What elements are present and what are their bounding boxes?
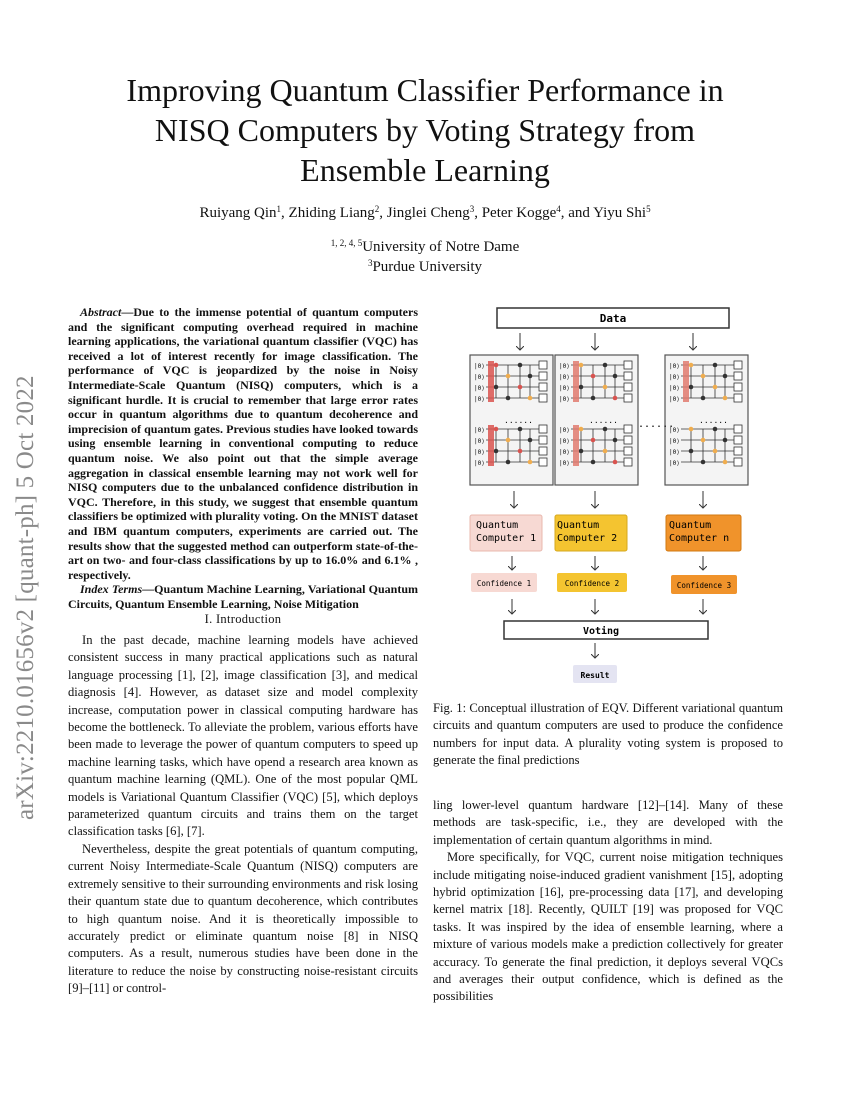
qubit-label: |0⟩ xyxy=(559,449,570,456)
measure-icon xyxy=(624,383,632,391)
target-dot xyxy=(723,374,728,379)
introduction-text xyxy=(68,632,418,998)
control-dot xyxy=(579,427,584,432)
measure-icon xyxy=(734,458,742,466)
qubit-label: |0⟩ xyxy=(474,396,485,403)
arxiv-identifier: arXiv:2210.01656v2 [quant-ph] 5 Oct 2022 xyxy=(12,375,39,820)
confidence-3-label: Confidence 3 xyxy=(676,581,732,590)
right-column-text xyxy=(433,797,783,1006)
voting-label: Voting xyxy=(582,626,620,637)
quantum-computer-2-label: Quantum xyxy=(557,520,600,531)
author: Zhiding Liang$^2$ xyxy=(288,204,380,221)
qubit-label: |0⟩ xyxy=(669,363,680,370)
author: and Yiyu Shi$^5$ xyxy=(568,204,651,221)
target-dot xyxy=(518,363,523,368)
control-dot xyxy=(528,396,533,401)
qubit-label: |0⟩ xyxy=(474,363,485,370)
result-label: Result xyxy=(580,671,610,680)
affiliations xyxy=(90,237,760,277)
measure-icon xyxy=(734,436,742,444)
circuit-ellipsis: ...... xyxy=(699,416,728,425)
measure-icon xyxy=(539,425,547,433)
control-dot xyxy=(603,385,608,390)
target-dot xyxy=(689,449,694,454)
control-dot xyxy=(689,363,694,368)
qubit-label: |0⟩ xyxy=(474,427,485,434)
control-dot xyxy=(603,449,608,454)
control-dot xyxy=(701,374,706,379)
measure-icon xyxy=(734,361,742,369)
affiliation: $^3$Purdue University xyxy=(367,258,483,275)
target-dot xyxy=(579,385,584,390)
measure-icon xyxy=(539,361,547,369)
control-dot xyxy=(701,438,706,443)
control-dot xyxy=(518,385,523,390)
qubit-label: |0⟩ xyxy=(559,363,570,370)
qubit-label: |0⟩ xyxy=(474,385,485,392)
control-dot xyxy=(591,438,596,443)
circuit-ellipsis: ...... xyxy=(589,416,618,425)
target-dot xyxy=(591,460,596,465)
target-dot xyxy=(701,460,706,465)
abstract xyxy=(68,305,418,611)
measure-icon xyxy=(539,383,547,391)
qubit-label: |0⟩ xyxy=(559,374,570,381)
control-dot xyxy=(723,460,728,465)
target-dot xyxy=(701,396,706,401)
target-dot xyxy=(506,396,511,401)
measure-icon xyxy=(624,361,632,369)
qubit-label: |0⟩ xyxy=(474,460,485,467)
target-dot xyxy=(689,385,694,390)
control-dot xyxy=(579,363,584,368)
measure-icon xyxy=(624,425,632,433)
measure-icon xyxy=(734,383,742,391)
target-dot xyxy=(713,363,718,368)
control-dot xyxy=(494,363,499,368)
target-dot xyxy=(603,363,608,368)
measure-icon xyxy=(539,447,547,455)
qubit-label: |0⟩ xyxy=(559,438,570,445)
target-dot xyxy=(518,427,523,432)
quantum-computer-n-label: Computer n xyxy=(669,533,730,544)
qubit-label: |0⟩ xyxy=(669,385,680,392)
qubit-label: |0⟩ xyxy=(669,374,680,381)
control-dot xyxy=(528,460,533,465)
control-dot xyxy=(613,396,618,401)
author: Peter Kogge$^4$ xyxy=(481,204,561,221)
index-terms: Index Terms—Quantum Machine Learning, Variational Quantum Circuits, Quantum Ensemble Learning, Noise Mitigation xyxy=(68,582,418,611)
gate-bar xyxy=(573,361,579,402)
paragraph: More specifically, for VQC, current noise mitigation techniques include mitigating noise-induced gradient vanishment [15], adopting hybrid optimization [16], pre-processing data [17], and developing kernel matrix [18]. Recently, QUILT [19] was proposed for VQC tasks. It was inspired by the idea of ensemble learning, where a mixture of various models make a prediction collectively for greater accuracy. To generate the final prediction, it deploys several VQCs and averages their output confidence, which is defined as the possibilities xyxy=(433,850,783,1004)
control-dot xyxy=(713,449,718,454)
qubit-label: |0⟩ xyxy=(474,374,485,381)
arrows-vote xyxy=(512,599,703,614)
target-dot xyxy=(713,427,718,432)
measure-icon xyxy=(734,372,742,380)
paragraph: Nevertheless, despite the great potentials of quantum computing, current Noisy Intermediate-Scale Quantum (NISQ) computers are extremely sensitive to their surrounding environments and risk losing their quantum state due to quantum decoherence, which contributes to high quantum noise. And it is theoretically impossible to accurately predict or eliminate quantum noise [8] in NISQ computers. As a result, numerous studies have been done in the literature to reduce the noise by constructing noise-resistant circuits [9]–[11] or control- xyxy=(68,841,418,996)
control-dot xyxy=(518,449,523,454)
arrows-mid xyxy=(514,491,703,508)
paragraph: ling lower-level quantum hardware [12]–[14]. Many of these methods are task-specific, i.e., they are developed with the implementation of certain quantum algorithms in mind. xyxy=(433,798,783,847)
confidence-1-label: Confidence 1 xyxy=(476,579,532,588)
target-dot xyxy=(506,460,511,465)
qubit-label: |0⟩ xyxy=(474,449,485,456)
control-dot xyxy=(713,385,718,390)
qubit-label: |0⟩ xyxy=(669,449,680,456)
target-dot xyxy=(494,449,499,454)
target-dot xyxy=(591,396,596,401)
author: Jinglei Cheng$^3$ xyxy=(386,204,475,221)
target-dot xyxy=(723,438,728,443)
control-dot xyxy=(723,396,728,401)
qubit-label: |0⟩ xyxy=(669,396,680,403)
figure-caption: Fig. 1: Conceptual illustration of EQV. Different variational quantum circuits and quantum computers are used to produce the confidence numbers for input data. A plurality voting system is proposed to generate the final predictions xyxy=(433,701,783,768)
data-label: Data xyxy=(599,312,627,325)
qubit-label: |0⟩ xyxy=(559,396,570,403)
paper-title: Improving Quantum Classifier Performance in NISQ Computers by Voting Strategy from Ensemble Learning xyxy=(126,72,724,188)
quantum-circuits xyxy=(470,355,748,485)
arrows-conf xyxy=(512,556,703,570)
target-dot xyxy=(579,449,584,454)
qubit-label: |0⟩ xyxy=(559,385,570,392)
measure-icon xyxy=(539,394,547,402)
measure-icon xyxy=(539,436,547,444)
gate-bar xyxy=(683,361,689,402)
control-dot xyxy=(506,374,511,379)
target-dot xyxy=(603,427,608,432)
measure-icon xyxy=(624,447,632,455)
target-dot xyxy=(494,385,499,390)
quantum-computer-2-label: Computer 2 xyxy=(557,533,618,544)
arrows-top xyxy=(520,333,693,350)
measure-icon xyxy=(734,447,742,455)
measure-icon xyxy=(539,372,547,380)
gate-bar xyxy=(488,425,494,466)
measure-icon xyxy=(624,394,632,402)
affiliation: $^{1, 2, 4, 5}$University of Notre Dame xyxy=(330,238,520,255)
qubit-label: |0⟩ xyxy=(669,427,680,434)
measure-icon xyxy=(734,394,742,402)
measure-icon xyxy=(624,458,632,466)
author: Ruiyang Qin$^1$ xyxy=(199,204,282,221)
section-heading: I. Introduction xyxy=(204,612,282,626)
control-dot xyxy=(506,438,511,443)
quantum-computer-1-label: Quantum xyxy=(476,520,519,531)
measure-icon xyxy=(624,372,632,380)
target-dot xyxy=(613,374,618,379)
target-dot xyxy=(528,374,533,379)
qubit-label: |0⟩ xyxy=(559,427,570,434)
circuit-dots: ...... xyxy=(638,419,675,430)
measure-icon xyxy=(734,425,742,433)
control-dot xyxy=(613,460,618,465)
control-dot xyxy=(494,427,499,432)
eqv-figure xyxy=(462,305,762,687)
control-dot xyxy=(689,427,694,432)
circuit-ellipsis: ...... xyxy=(504,416,533,425)
control-dot xyxy=(591,374,596,379)
gate-bar xyxy=(488,361,494,402)
qubit-label: |0⟩ xyxy=(669,460,680,467)
quantum-computer-1-label: Computer 1 xyxy=(476,533,537,544)
quantum-computer-n-label: Quantum xyxy=(669,520,712,531)
confidence-2-label: Confidence 2 xyxy=(564,579,620,588)
target-dot xyxy=(613,438,618,443)
target-dot xyxy=(528,438,533,443)
qubit-label: |0⟩ xyxy=(474,438,485,445)
paragraph: In the past decade, machine learning models have achieved consistent success in many practical applications such as natural language processing [1], [2], image classification [3], and medical diagnosis [4]. However, as dataset size and model complexity increase, computation power in classical computing hardware has become the bottleneck. To alleviate the problem, various efforts have been made to leverage the power of quantum computers to speed up machine learning tasks, which have opend a research area known as quantum machine learning (QML). One of the most popular QML models is Variational Quantum Classifier (VQC) [5], which deploys parameterized quantum circuits and trains them on the target classification tasks [6], [7]. xyxy=(68,633,418,839)
qubit-label: |0⟩ xyxy=(559,460,570,467)
qubit-label: |0⟩ xyxy=(669,438,680,445)
measure-icon xyxy=(624,436,632,444)
author-list: Ruiyang Qin$^1$, Zhiding Liang$^2$, Jinglei Cheng$^3$, Peter Kogge$^4$, and Yiyu Shi$^5$ xyxy=(199,204,651,221)
abstract-paragraph: Abstract—Due to the immense potential of quantum computers and the significant computing overhead required in machine learning applications, the variational quantum classifier (VQC) has received a lot of interest recently for image classification. The performance of VQC is jeopardized by the noise in Noisy Intermediate-Scale Quantum (NISQ) computers, which is a significant hurdle. It is crucial to remember that large error rates occur in quantum algorithms due to quantum decoherence and imprecision of quantum gates. Previous studies have looked towards using ensemble learning in conventional computing to reduce quantum noise. We also point out that the simple average aggregation in classical ensemble learning may not work well for NISQ computers due to the unbalanced confidence distribution in VQC. Therefore, in this study, we suggest that ensemble quantum classifiers be optimized with plurality voting. On the MNIST dataset and IBM quantum computers, experiments are carried out. The results show that the suggested method can outperform state-of-the-art on two- and four-class classifications by up to 16.0% and 6.1% , respectively. xyxy=(68,305,418,582)
measure-icon xyxy=(539,458,547,466)
gate-bar xyxy=(573,425,579,466)
